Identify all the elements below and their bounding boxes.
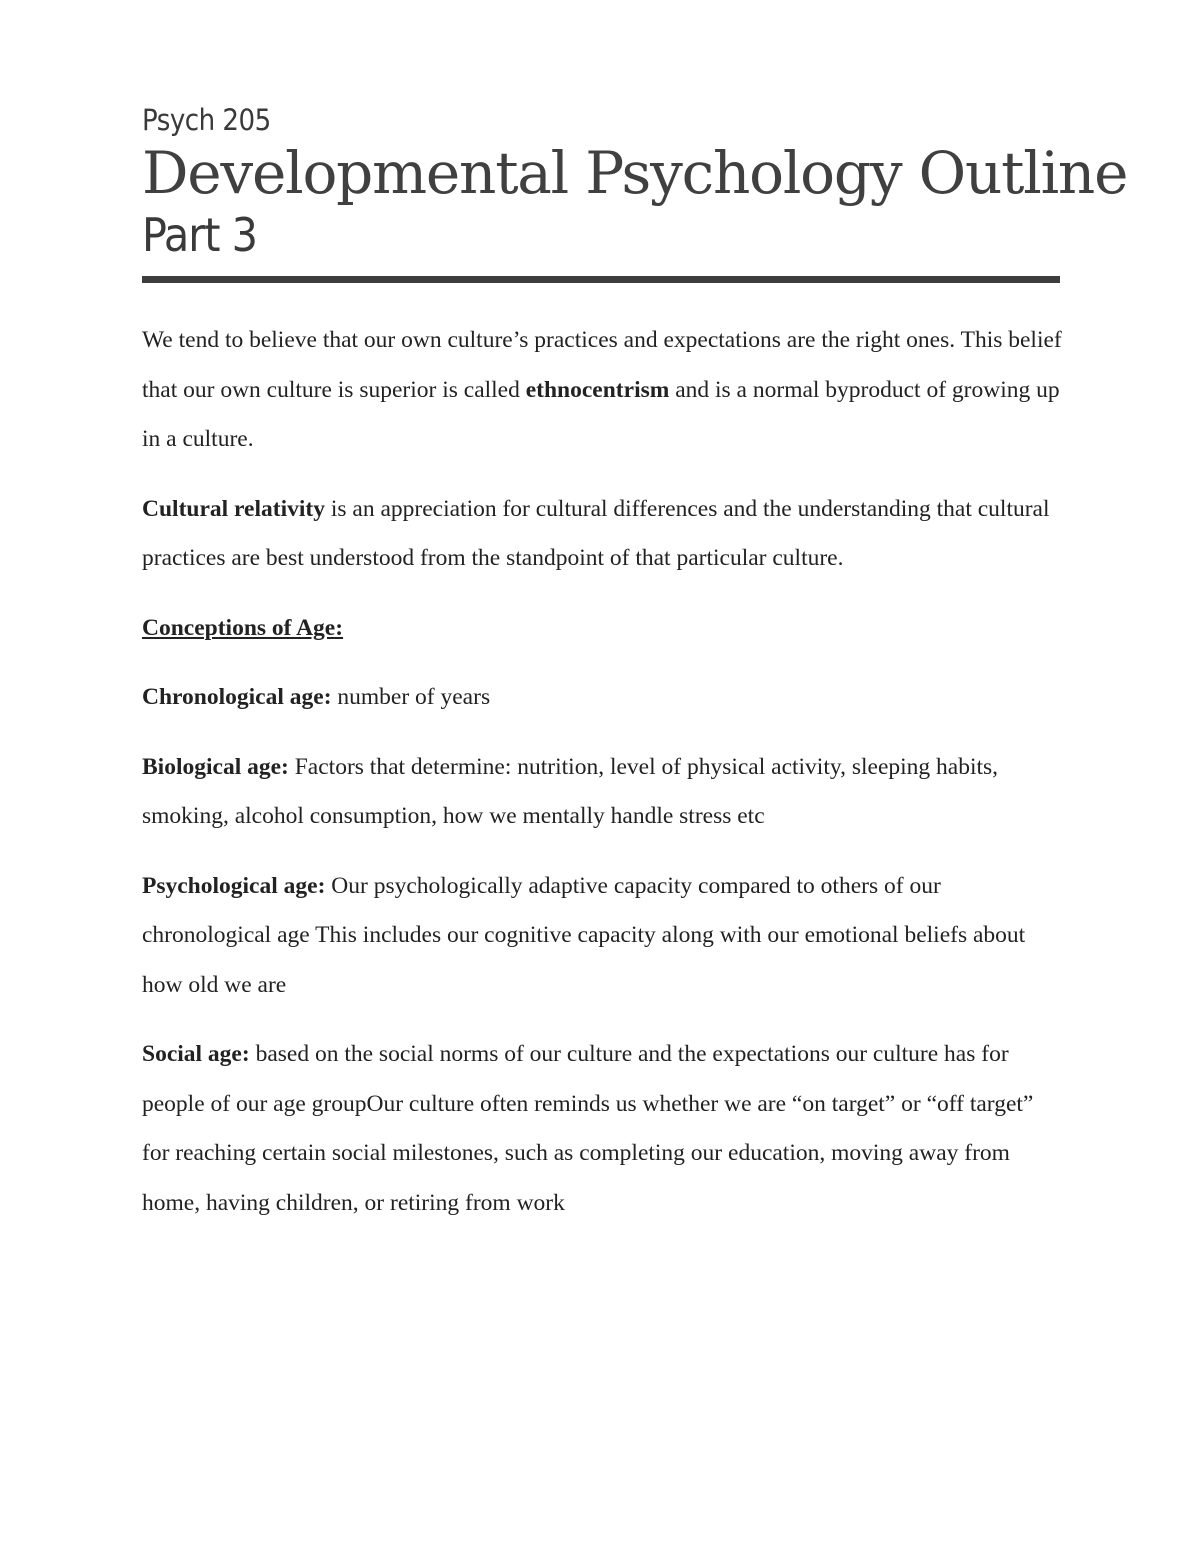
term-chronological-age: Chronological age: — [142, 684, 332, 710]
paragraph-text: number of years — [331, 684, 491, 710]
paragraph-chronological-age — [142, 673, 1062, 723]
paragraph-text: is an appreciation for cultural differences and the understanding that cultural practices are best understood from the standpoint of that particular culture. — [142, 495, 1050, 571]
document-subtitle: Part 3 — [142, 208, 257, 262]
paragraph-cultural-relativity — [142, 485, 1062, 584]
title-divider — [142, 276, 1060, 283]
paragraph-text: We tend to believe that our own culture’s practices and expectations are the right ones. This belief that our own culture is superior is called — [142, 327, 1062, 403]
paragraph-psychological-age — [142, 862, 1062, 1011]
document-content — [142, 100, 1128, 1228]
paragraph-ethnocentrism — [142, 316, 1062, 465]
paragraph-text: and is a normal byproduct of growing up in a culture. — [142, 376, 1060, 452]
paragraph-biological-age — [142, 743, 1062, 842]
section-heading-conceptions-of-age: Conceptions of Age: — [142, 614, 344, 641]
term-biological-age: Biological age: — [142, 753, 289, 780]
document-title: Developmental Psychology Outline — [142, 139, 1128, 207]
paragraph-text: based on the social norms of our culture and the expectations our culture has for people of our age groupOur culture often reminds us whether we are “on target” or “off target” for reaching certain social milestones, such as completing our education, moving away from home, having children, or retiring from work — [142, 1041, 1034, 1216]
course-label: Psych 205 — [142, 103, 271, 137]
term-psychological-age: Psychological age: — [142, 872, 326, 899]
term-ethnocentrism: ethnocentrism — [525, 376, 670, 403]
paragraph-social-age — [142, 1030, 1062, 1228]
paragraph-text: Factors that determine: nutrition, level of physical activity, sleeping habits, smoking, alcohol consumption, how we mentally handle stress etc — [142, 753, 999, 829]
term-cultural-relativity: Cultural relativity — [142, 495, 325, 522]
paragraph-text: Our psychologically adaptive capacity compared to others of our chronological age This includes our cognitive capacity along with our emotional beliefs about how old we are — [142, 872, 1026, 998]
term-social-age: Social age: — [142, 1041, 250, 1067]
